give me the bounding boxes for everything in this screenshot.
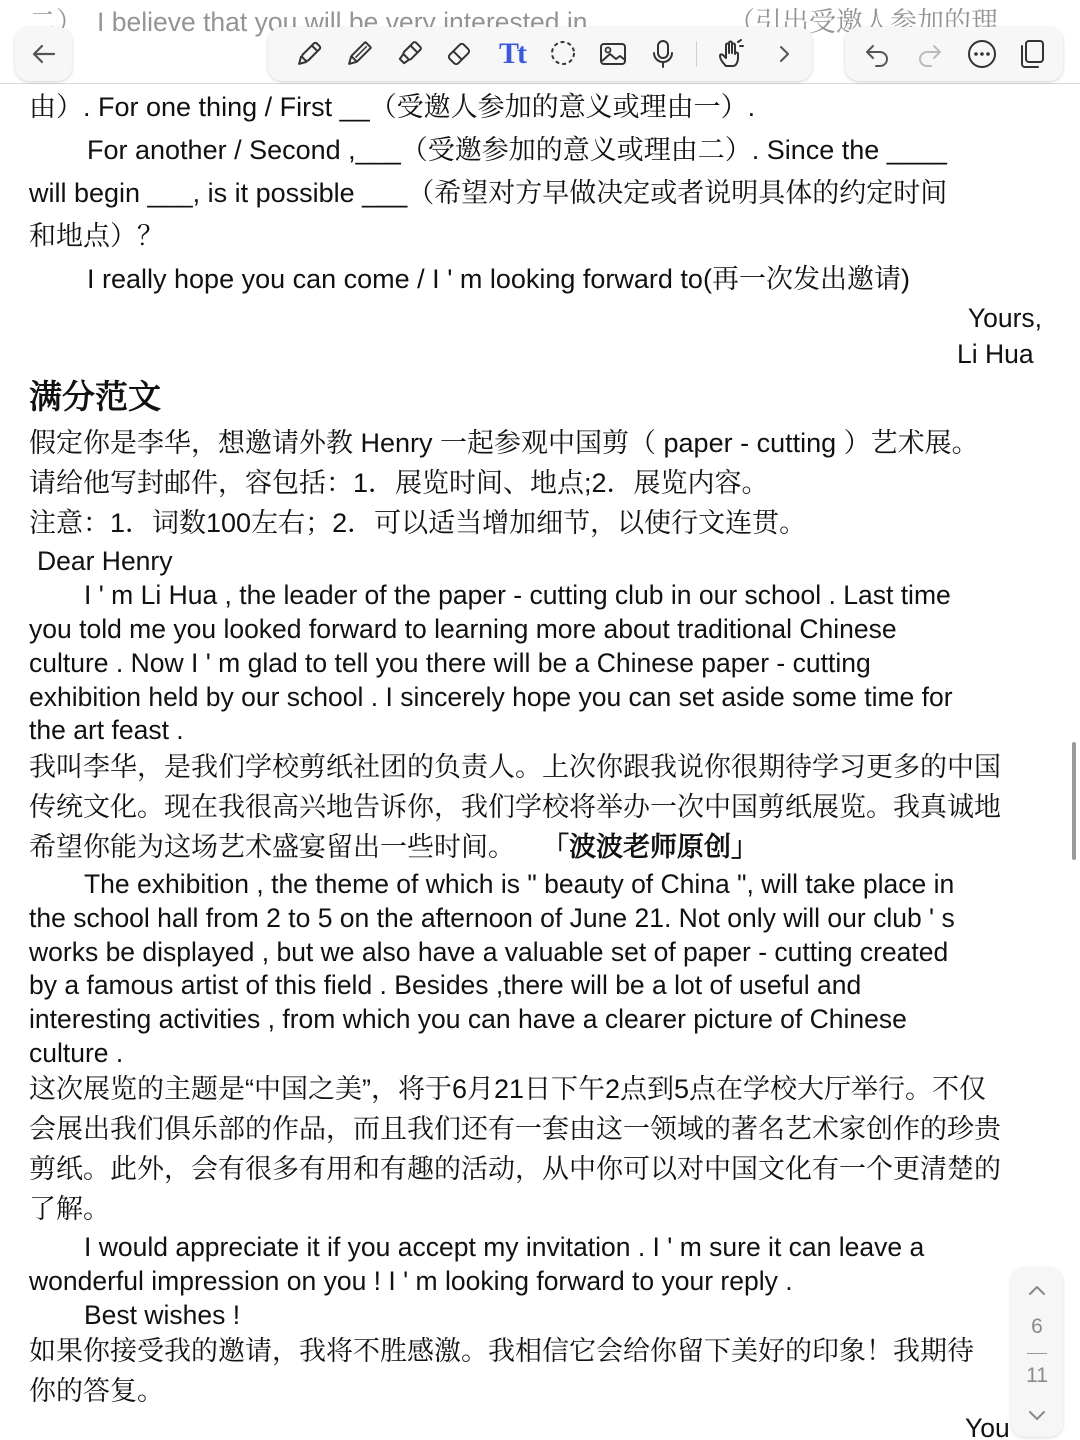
essay-line: exhibition held by our school . I sincerely hope you can set aside some time for: [29, 682, 953, 712]
essay-line: by a famous artist of this field . Besides ,there will be a lot of useful and: [29, 970, 862, 1000]
previous-page-button[interactable]: [1025, 1279, 1049, 1303]
translation-line: 我叫李华，是我们学校剪纸社团的负责人。上次你跟我说你很期待学习更多的中国: [29, 752, 1001, 782]
essay-line: I would appreciate it if you accept my invitation . I ' m sure it can leave a: [84, 1232, 925, 1262]
hand-gesture-icon: [715, 38, 747, 70]
best-wishes: Best wishes !: [84, 1300, 241, 1330]
template-line: will begin ___, is it possible ___（希望对方早做决定或者说明具体的约定时间: [29, 178, 948, 208]
prompt-line: 注意：1．词数100左右；2．可以适当增加细节，以使行文连贯。: [29, 508, 807, 538]
essay-line: works be displayed , but we also have a valuable set of paper - cutting created: [29, 937, 949, 967]
microphone-tool-button[interactable]: [644, 35, 682, 73]
arrow-left-icon: [30, 40, 58, 68]
hand-gesture-button[interactable]: [712, 35, 750, 73]
image-icon: [597, 38, 629, 70]
action-toolbar: [845, 27, 1063, 81]
prompt-line: 请给他写封邮件，容包括：1．展览时间、地点;2．展览内容。: [29, 468, 769, 498]
essay-line: culture . Now I ' m glad to tell you there will be a Chinese paper - cutting: [29, 648, 871, 678]
salutation: Dear Henry: [37, 546, 173, 576]
pen-icon: [293, 38, 325, 70]
page-navigator: [1011, 1267, 1063, 1437]
back-button[interactable]: [15, 27, 72, 81]
essay-line: wonderful impression on you ! I ' m looking forward to your reply .: [29, 1266, 793, 1296]
template-line: 和地点）？: [29, 221, 164, 251]
translation-line: 如果你接受我的邀请，我将不胜感激。我相信它会给你留下美好的印象！我期待: [29, 1336, 974, 1366]
essay-line: culture .: [29, 1038, 124, 1068]
drawing-toolbar: [268, 27, 812, 81]
highlighter-icon: [393, 38, 425, 70]
text-tool-icon: Tt: [499, 37, 525, 70]
translation-line: 会展出我们俱乐部的作品，而且我们还有一套由这一领域的著名艺术家创作的珍贵: [29, 1114, 1001, 1144]
chevron-right-icon: [772, 42, 796, 66]
translation-line: 这次展览的主题是“中国之美”，将于6月21日下午2点到5点在学校大厅举行。不仅: [29, 1074, 987, 1104]
text-tool-button[interactable]: [490, 35, 534, 73]
undo-button[interactable]: [858, 35, 896, 73]
essay-line: you told me you looked forward to learning more about traditional Chinese: [29, 614, 897, 644]
translation-line: 剪纸。此外，会有很多有用和有趣的活动，从中你可以对中国文化有一个更清楚的: [29, 1154, 1001, 1184]
undo-icon: [863, 40, 891, 68]
more-icon: [966, 38, 998, 70]
pencil-icon: [343, 38, 375, 70]
translation-line: 了解。: [29, 1194, 110, 1224]
lasso-icon: [547, 38, 579, 70]
toolbar-separator: [696, 41, 697, 67]
eraser-icon: [443, 38, 475, 70]
partial-text-bottom: You: [965, 1413, 1010, 1440]
section-heading: 满分范文: [29, 378, 161, 415]
pen-tool-button[interactable]: [290, 35, 328, 73]
image-tool-button[interactable]: [594, 35, 632, 73]
current-page-number: 6: [1031, 1315, 1043, 1338]
closing: Yours,: [967, 303, 1042, 333]
translation-line: 你的答复。: [29, 1376, 164, 1406]
essay-line: interesting activities , from which you can have a clearer picture of Chinese: [29, 1004, 907, 1034]
essay-line: I ' m Li Hua , the leader of the paper - cutting club in our school . Last time: [84, 580, 951, 610]
page-number-divider: [1027, 1353, 1047, 1354]
template-line: I really hope you can come / I ' m looking forward to(再一次发出邀请): [87, 264, 910, 294]
scrollbar-thumb[interactable]: [1072, 742, 1076, 860]
essay-line: the school hall from 2 to 5 on the afternoon of June 21. Not only will our club ' s: [29, 903, 955, 933]
chevron-up-icon: [1025, 1279, 1049, 1303]
total-page-count: 11: [1026, 1364, 1048, 1387]
template-line: For another / Second ,___（受邀参加的意义或理由二）. Since the ____: [87, 135, 947, 165]
redo-icon: [916, 40, 944, 68]
pages-icon: [1016, 38, 1048, 70]
essay-line: The exhibition , the theme of which is " beauty of China ", will take place in: [84, 869, 955, 899]
highlighter-tool-button[interactable]: [390, 35, 428, 73]
author-credit: 「波波老师原创」: [542, 832, 758, 862]
toolbar-divider: [0, 83, 1080, 84]
chevron-down-icon: [1025, 1403, 1049, 1427]
template-line: 由）. For one thing / First __（受邀人参加的意义或理由一）.: [29, 92, 756, 122]
next-page-button[interactable]: [1025, 1403, 1049, 1427]
microphone-icon: [647, 38, 679, 70]
pages-button[interactable]: [1013, 35, 1051, 73]
more-options-button[interactable]: [963, 35, 1001, 73]
lasso-tool-button[interactable]: [544, 35, 582, 73]
translation-line: 传统文化。现在我很高兴地告诉你，我们学校将举办一次中国剪纸展览。我真诚地: [29, 792, 1001, 822]
redo-button[interactable]: [911, 35, 949, 73]
prompt-line: 假定你是李华，想邀请外教 Henry 一起参观中国剪（ paper - cutting ）艺术展。: [29, 428, 979, 458]
more-tools-button[interactable]: [765, 35, 803, 73]
signature: Li Hua: [957, 339, 1034, 369]
translation-line: 希望你能为这场艺术盛宴留出一些时间。: [29, 832, 515, 862]
pencil-tool-button[interactable]: [340, 35, 378, 73]
eraser-tool-button[interactable]: [440, 35, 478, 73]
essay-line: the art feast .: [29, 715, 184, 745]
